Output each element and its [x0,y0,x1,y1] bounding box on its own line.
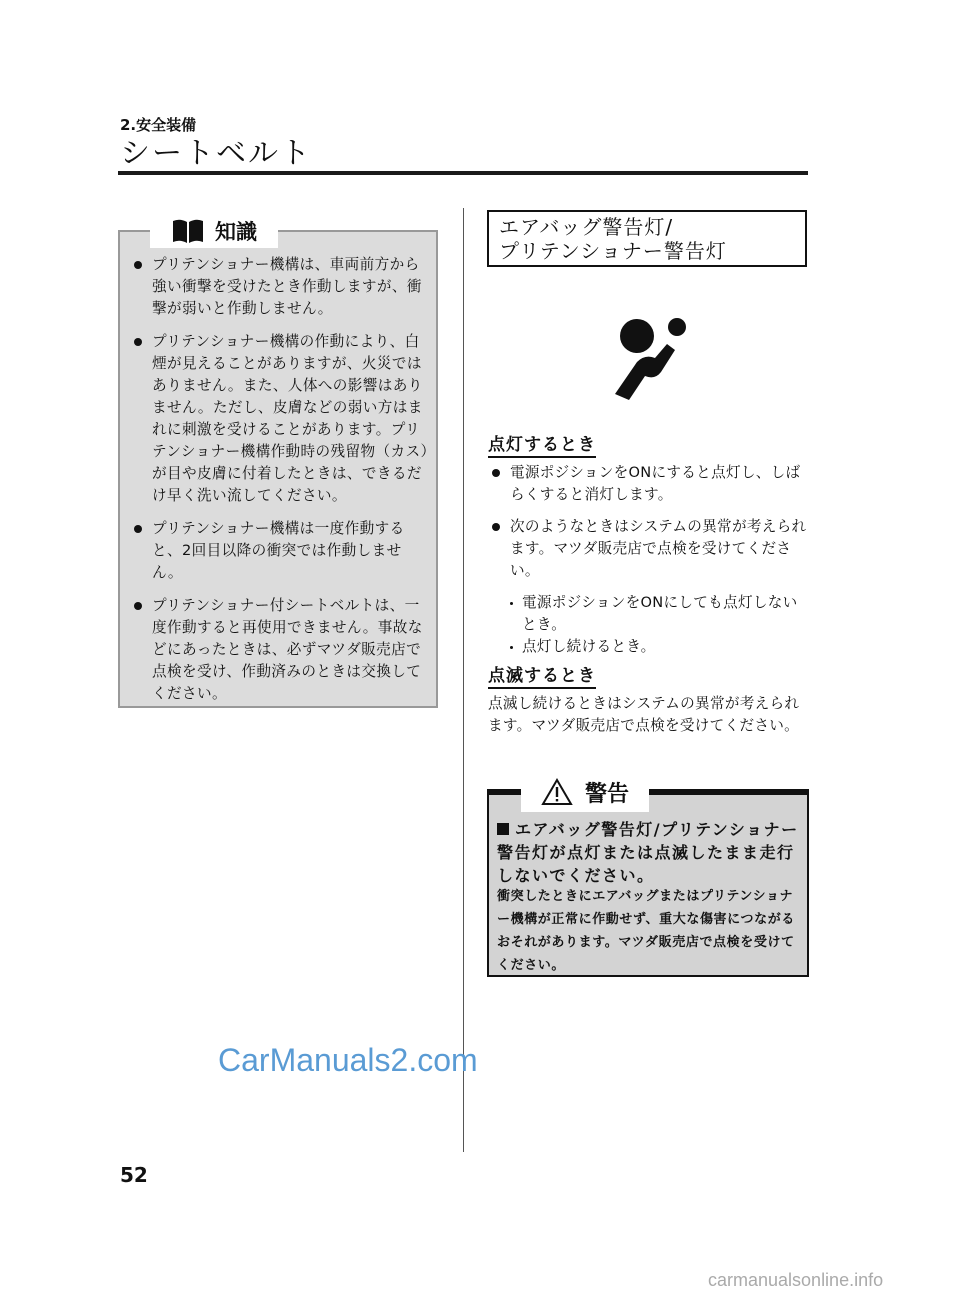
book-icon [171,217,205,245]
watermark: CarManuals2.com [218,1042,478,1078]
warning-heading-text: エアバッグ警告灯/プリテンショナー警告灯が点灯または点滅したまま走行しないでください。 [497,820,799,885]
footer-watermark: carmanualsonline.info [708,1270,884,1290]
warning-body: 衝突したときにエアバッグまたはプリテンショナー機構が正常に作動せず、重大な傷害につながるおそれがあります。マツダ販売店で点検を受けてください。 [497,889,795,973]
section-label: 2.安全装備 [120,116,197,134]
bullet-icon [492,523,500,531]
warning-title: 警告 [584,781,629,807]
airbag-warning-icon [605,310,695,400]
bullet-icon [510,646,513,649]
list-item [130,595,430,705]
airbag-title-line1: エアバッグ警告灯/ [499,215,674,239]
lit-list [488,462,810,658]
bullet-icon [134,338,142,346]
bullet-icon [134,261,142,269]
knowledge-header [150,214,278,248]
airbag-title-box [487,210,807,267]
blink-text: 点滅し続けるときはシステムの異常が考えられます。マツダ販売店で点検を受けてください。 [488,695,800,734]
list-item-text: プリテンショナー機構の作動により、白煙が見えることがありますが、火災ではありません。また、人体への影響はありません。ただし、皮膚などの弱い方はまれに刺激を受けることがあります。プリテンショナー機構作動時の残留物（カス）が目や皮膚に付着したときは、できるだけ早く洗い流してください。 [152,333,429,504]
list-item [130,518,430,584]
bullet-icon [134,525,142,533]
bullet-icon [492,469,500,477]
page-number: 52 [120,1163,148,1187]
warning-header [521,772,649,812]
airbag-title-line2: プリテンショナー警告灯 [499,239,727,263]
list-item [488,516,810,582]
sub-list-item-text: 電源ポジションをONにしても点灯しないとき。 [522,594,798,633]
list-item [130,254,430,320]
square-bullet-icon [497,823,509,835]
blink-heading: 点滅するとき [488,661,596,689]
knowledge-list [130,254,430,716]
bullet-icon [134,602,142,610]
list-item-text: 電源ポジションをONにすると点灯し、しばらくすると消灯します。 [510,464,801,503]
sub-list-item-text: 点灯し続けるとき。 [522,638,656,655]
list-item-text: プリテンショナー付シートベルトは、一度作動すると再使用できません。事故などにあったときは、必ずマツダ販売店で点検を受け、作動済みのときは交換してください。 [152,597,423,702]
list-item-text: プリテンショナー機構は、車両前方から強い衝撃を受けたとき作動しますが、衝撃が弱いと作動しません。 [152,256,422,317]
list-item [130,331,430,507]
column-divider [463,208,464,1152]
warning-heading [497,818,803,887]
knowledge-title: 知識 [215,220,257,244]
title-rule [118,171,808,175]
list-item-text: 次のようなときはシステムの異常が考えられます。マツダ販売店で点検を受けてください。 [510,518,807,579]
bullet-icon [510,602,513,605]
page-title: シートベルト [120,136,312,171]
list-item [488,462,810,506]
lit-heading: 点灯するとき [488,430,596,458]
list-item-text: プリテンショナー機構は一度作動すると、2回目以降の衝突では作動しません。 [152,520,405,581]
warning-triangle-icon [541,778,573,806]
sub-list-item [488,636,810,658]
sub-list-item [488,592,810,636]
